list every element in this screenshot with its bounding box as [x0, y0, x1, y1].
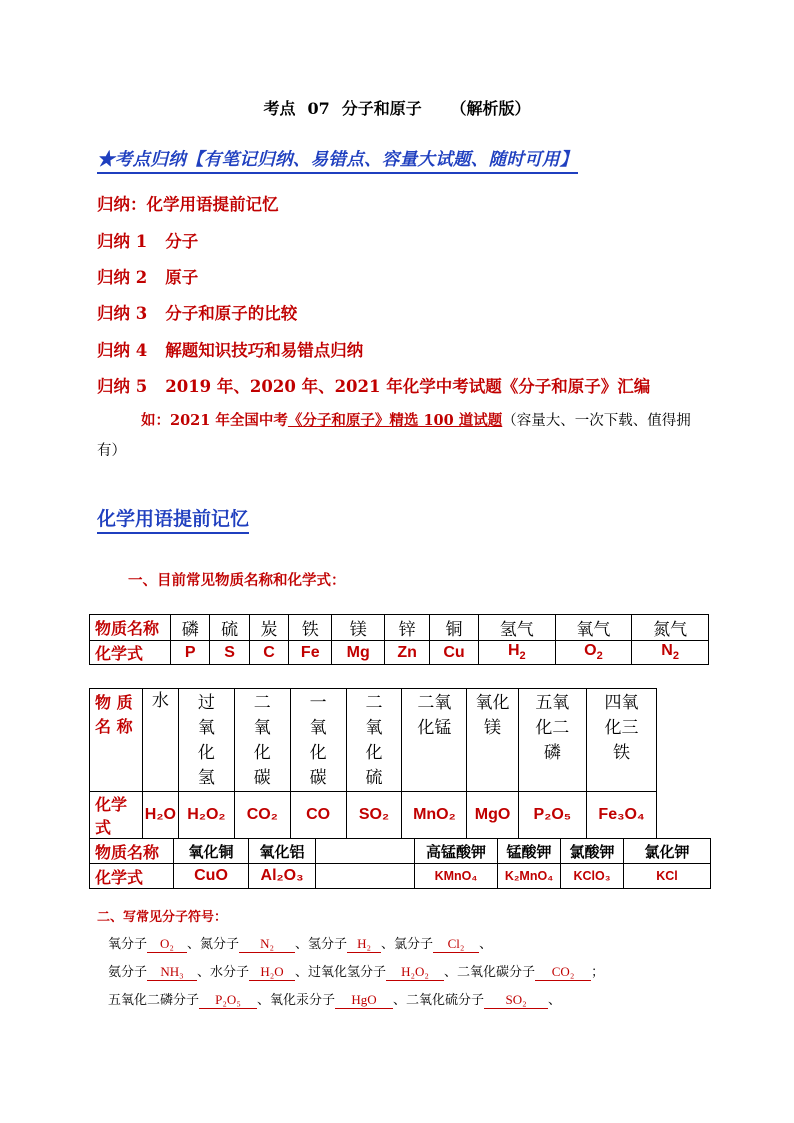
title-topic: 分子和原子	[341, 99, 422, 118]
cell-formula: Al₂O₃	[249, 864, 316, 889]
guide-num: 归纳：	[97, 195, 147, 214]
guide-num: 归纳 3	[97, 304, 148, 323]
guide-num: 归纳 2	[97, 268, 148, 287]
fill-answer[interactable]: NH₃	[147, 964, 197, 981]
cell-formula: CO₂	[234, 792, 290, 839]
cell-formula: P₂O₅	[518, 792, 586, 839]
formula-text: C	[263, 643, 275, 661]
download-note	[97, 406, 707, 466]
cell-formula: CO	[290, 792, 346, 839]
formula-sub: 2	[596, 650, 603, 663]
fill-label: 、	[479, 937, 493, 952]
section-2-title: 二、写常见分子符号：	[97, 910, 228, 925]
cell-formula	[632, 641, 709, 665]
fill-label: 五氧化二磷分子	[108, 993, 200, 1008]
cell-name: 氯化钾	[624, 839, 711, 864]
fill-label: 氧分子	[108, 937, 148, 952]
formula-text: Zn	[397, 643, 417, 661]
fill-answer[interactable]: H₂O₂	[386, 964, 444, 981]
cell-name: 锰酸钾	[498, 839, 561, 864]
formula-text: N	[661, 642, 673, 660]
cell-name: 二氧化碳	[234, 689, 290, 792]
fill-answer[interactable]: P₂O₅	[199, 992, 257, 1009]
cell-formula: CuO	[174, 864, 249, 889]
header-name: 物质名称	[90, 615, 171, 641]
fill-label: 氨分子	[108, 965, 148, 980]
note-extra: （容量大、一次下载、值得拥有）	[97, 413, 691, 459]
cell-formula	[430, 641, 479, 665]
cell-formula: KClO₃	[561, 864, 624, 889]
guide-text: 原子	[165, 268, 199, 287]
cell-formula	[171, 641, 210, 665]
cell-formula: MnO₂	[402, 792, 467, 839]
cell-formula: H₂O	[142, 792, 178, 839]
guide-item	[97, 337, 363, 361]
cell-name	[316, 839, 415, 864]
section-1-title: 一、目前常见物质名称和化学式：	[128, 572, 346, 589]
cell-formula	[332, 641, 385, 665]
section-heading: 化学用语提前记忆	[97, 504, 249, 534]
note-text: 如：2021 年全国中考	[141, 412, 288, 429]
guide-text: 分子和原子的比较	[165, 304, 298, 323]
cell-formula	[555, 641, 632, 665]
fill-answer[interactable]: HgO	[335, 992, 393, 1009]
cell-formula: K₂MnO₄	[498, 864, 561, 889]
table-row	[90, 839, 711, 864]
title-suffix: （解析版）	[450, 99, 531, 118]
guide-text: 化学用语提前记忆	[146, 195, 279, 214]
fill-answer[interactable]: CO₂	[535, 964, 591, 981]
table-elements	[89, 614, 709, 665]
table-row	[90, 615, 709, 641]
guide-num: 归纳 5	[97, 377, 148, 396]
cell-name: 锌	[385, 615, 430, 641]
header-formula: 化学式	[90, 792, 143, 839]
fill-label: 、	[548, 993, 562, 1008]
fill-answer[interactable]: N₂	[239, 936, 295, 953]
cell-name: 炭	[249, 615, 288, 641]
guide-text: 解题知识技巧和易错点归纳	[165, 341, 364, 360]
table-salts	[89, 838, 711, 889]
cell-name: 氢气	[478, 615, 555, 641]
cell-name: 五氧化二磷	[518, 689, 586, 792]
fill-answer[interactable]: SO₂	[484, 992, 548, 1009]
fill-label: 、二氧化碳分子	[444, 965, 536, 980]
summary-banner: ★考点归纳【有笔记归纳、易错点、容量大试题、随时可用】	[97, 146, 578, 174]
header-name: 物质名称	[90, 839, 174, 864]
cell-name: 氯酸钾	[561, 839, 624, 864]
fill-label: 、二氧化硫分子	[393, 993, 485, 1008]
cell-name: 铁	[289, 615, 332, 641]
cell-name: 过氧化氢	[178, 689, 234, 792]
guide-num: 归纳 1	[97, 232, 148, 251]
formula-text: Fe	[300, 643, 320, 661]
guide-text: 分子	[165, 232, 199, 251]
cell-name: 氮气	[632, 615, 709, 641]
guide-num: 归纳 4	[97, 341, 148, 360]
fill-label: 、氧化汞分子	[257, 993, 336, 1008]
note-link-questions[interactable]: 精选 100 道试题	[389, 412, 503, 429]
title-prefix: 考点	[263, 99, 296, 118]
formula-text: S	[224, 643, 235, 661]
cell-name: 镁	[332, 615, 385, 641]
cell-formula: KMnO₄	[415, 864, 498, 889]
formula-text: Mg	[346, 643, 370, 661]
fill-label: 、水分子	[197, 965, 250, 980]
cell-formula	[385, 641, 430, 665]
fill-label: 、氢分子	[295, 937, 348, 952]
fill-label: 、氯分子	[381, 937, 434, 952]
cell-name: 二氧化锰	[402, 689, 467, 792]
fill-answer[interactable]: H₂	[347, 936, 381, 953]
table-row	[90, 792, 657, 839]
cell-name: 氧化铝	[249, 839, 316, 864]
cell-formula	[478, 641, 555, 665]
fill-answer[interactable]: H₂O	[249, 964, 295, 981]
formula-sub: 2	[519, 650, 526, 663]
formula-text: Cu	[443, 643, 465, 661]
fill-answer[interactable]: Cl₂	[433, 936, 479, 953]
cell-name: 一氧化碳	[290, 689, 346, 792]
page-title	[0, 96, 794, 119]
cell-formula	[249, 641, 288, 665]
table-row	[90, 689, 657, 792]
table-row	[90, 641, 709, 665]
cell-name: 铜	[430, 615, 479, 641]
cell-name: 氧化铜	[174, 839, 249, 864]
cell-name: 四氧化三铁	[586, 689, 656, 792]
cell-name: 水	[142, 689, 178, 792]
note-link-topic[interactable]: 《分子和原子》	[287, 412, 390, 429]
fill-line	[108, 933, 492, 953]
fill-label: 、氮分子	[187, 937, 240, 952]
guide-item	[97, 373, 650, 397]
cell-formula: MgO	[467, 792, 518, 839]
cell-name: 二氧化硫	[346, 689, 402, 792]
title-number: 07	[307, 99, 330, 118]
fill-label: 、过氧化氢分子	[295, 965, 387, 980]
header-formula: 化学式	[90, 641, 171, 665]
fill-line	[108, 989, 561, 1009]
header-formula: 化学式	[90, 864, 174, 889]
fill-label: ；	[591, 965, 605, 980]
formula-sub: 2	[672, 650, 679, 663]
fill-line	[108, 961, 604, 981]
formula-text: P	[184, 643, 196, 661]
guide-item	[97, 300, 297, 324]
cell-name: 氧化镁	[467, 689, 518, 792]
cell-name: 硫	[210, 615, 249, 641]
table-row	[90, 864, 711, 889]
guide-item	[97, 228, 198, 252]
cell-formula	[316, 864, 415, 889]
guide-item	[97, 191, 279, 215]
cell-formula: H₂O₂	[178, 792, 234, 839]
cell-name: 高锰酸钾	[415, 839, 498, 864]
fill-answer[interactable]: O₂	[147, 936, 187, 953]
guide-item	[97, 264, 198, 288]
cell-formula	[210, 641, 249, 665]
cell-formula: Fe₃O₄	[586, 792, 656, 839]
cell-name: 磷	[171, 615, 210, 641]
cell-formula	[289, 641, 332, 665]
guide-text: 2019 年、2020 年、2021 年化学中考试题《分子和原子》汇编	[165, 377, 651, 396]
formula-text: O	[584, 642, 597, 660]
cell-name: 氧气	[555, 615, 632, 641]
formula-text: H	[507, 642, 520, 660]
header-name: 物 质 名 称	[90, 689, 143, 792]
cell-formula: SO₂	[346, 792, 402, 839]
table-compounds	[89, 688, 657, 839]
cell-formula: KCl	[624, 864, 711, 889]
